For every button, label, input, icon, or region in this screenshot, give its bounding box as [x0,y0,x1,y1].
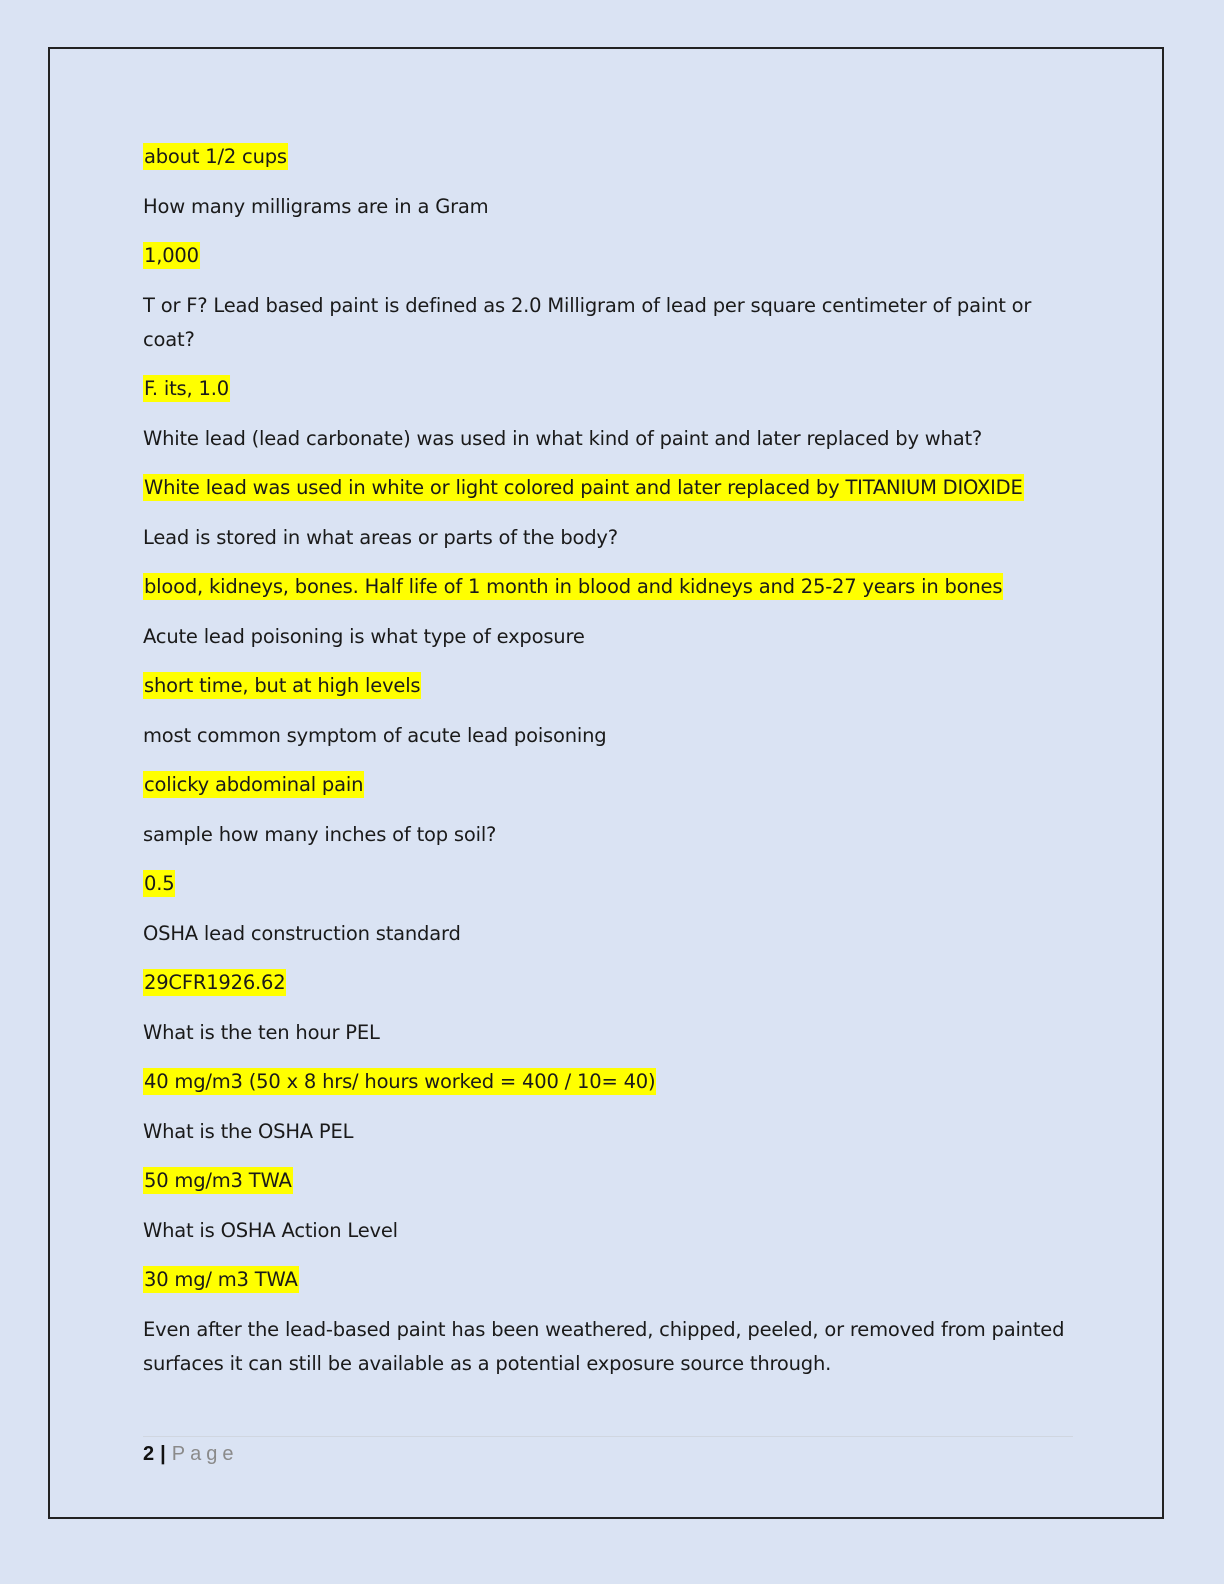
question-line: What is OSHA Action Level [143,1218,398,1242]
question-line: White lead (lead carbonate) was used in what kind of paint and later replaced by what? [143,426,983,450]
answer-line: colicky abdominal pain [144,773,364,796]
question-line: What is the ten hour PEL [143,1020,380,1044]
question-line: Acute lead poisoning is what type of exposure [143,624,585,648]
answer-line: about 1/2 cups [144,145,287,168]
page-number: 2 [143,1443,155,1465]
question-line: OSHA lead construction standard [143,921,461,945]
answer-line: White lead was used in white or light colored paint and later replaced by TITANIUM DIOXIDE [144,476,1023,499]
answer-line: blood, kidneys, bones. Half life of 1 month in blood and kidneys and 25-27 years in bones [144,575,1003,598]
footer-divider [143,1436,1073,1437]
answer-line: short time, but at high levels [144,674,421,697]
question-line: Lead is stored in what areas or parts of the body? [143,525,618,549]
answer-line: F. its, 1.0 [144,377,229,400]
answer-line: 29CFR1926.62 [144,971,286,994]
answer-line: 0.5 [144,872,175,895]
answer-line: 1,000 [144,244,199,267]
page-footer [143,1438,238,1470]
page-label: Page [171,1443,239,1465]
question-line: How many milligrams are in a Gram [143,194,489,218]
document-body [143,140,1083,1396]
question-line: Even after the lead-based paint has been weathered, chipped, peeled, or removed from painted surfaces it can still be available as a potential exposure source through. [143,1317,1065,1375]
footer-separator: | [160,1443,166,1465]
answer-line: 30 mg/ m3 TWA [144,1268,298,1291]
question-line: T or F? Lead based paint is defined as 2.0 Milligram of lead per square centimeter of paint or coat? [143,293,1032,351]
answer-line: 40 mg/m3 (50 x 8 hrs/ hours worked = 400 / 10= 40) [144,1070,656,1093]
question-line: most common symptom of acute lead poisoning [143,723,607,747]
question-line: sample how many inches of top soil? [143,822,497,846]
answer-line: 50 mg/m3 TWA [144,1169,292,1192]
question-line: What is the OSHA PEL [143,1119,354,1143]
